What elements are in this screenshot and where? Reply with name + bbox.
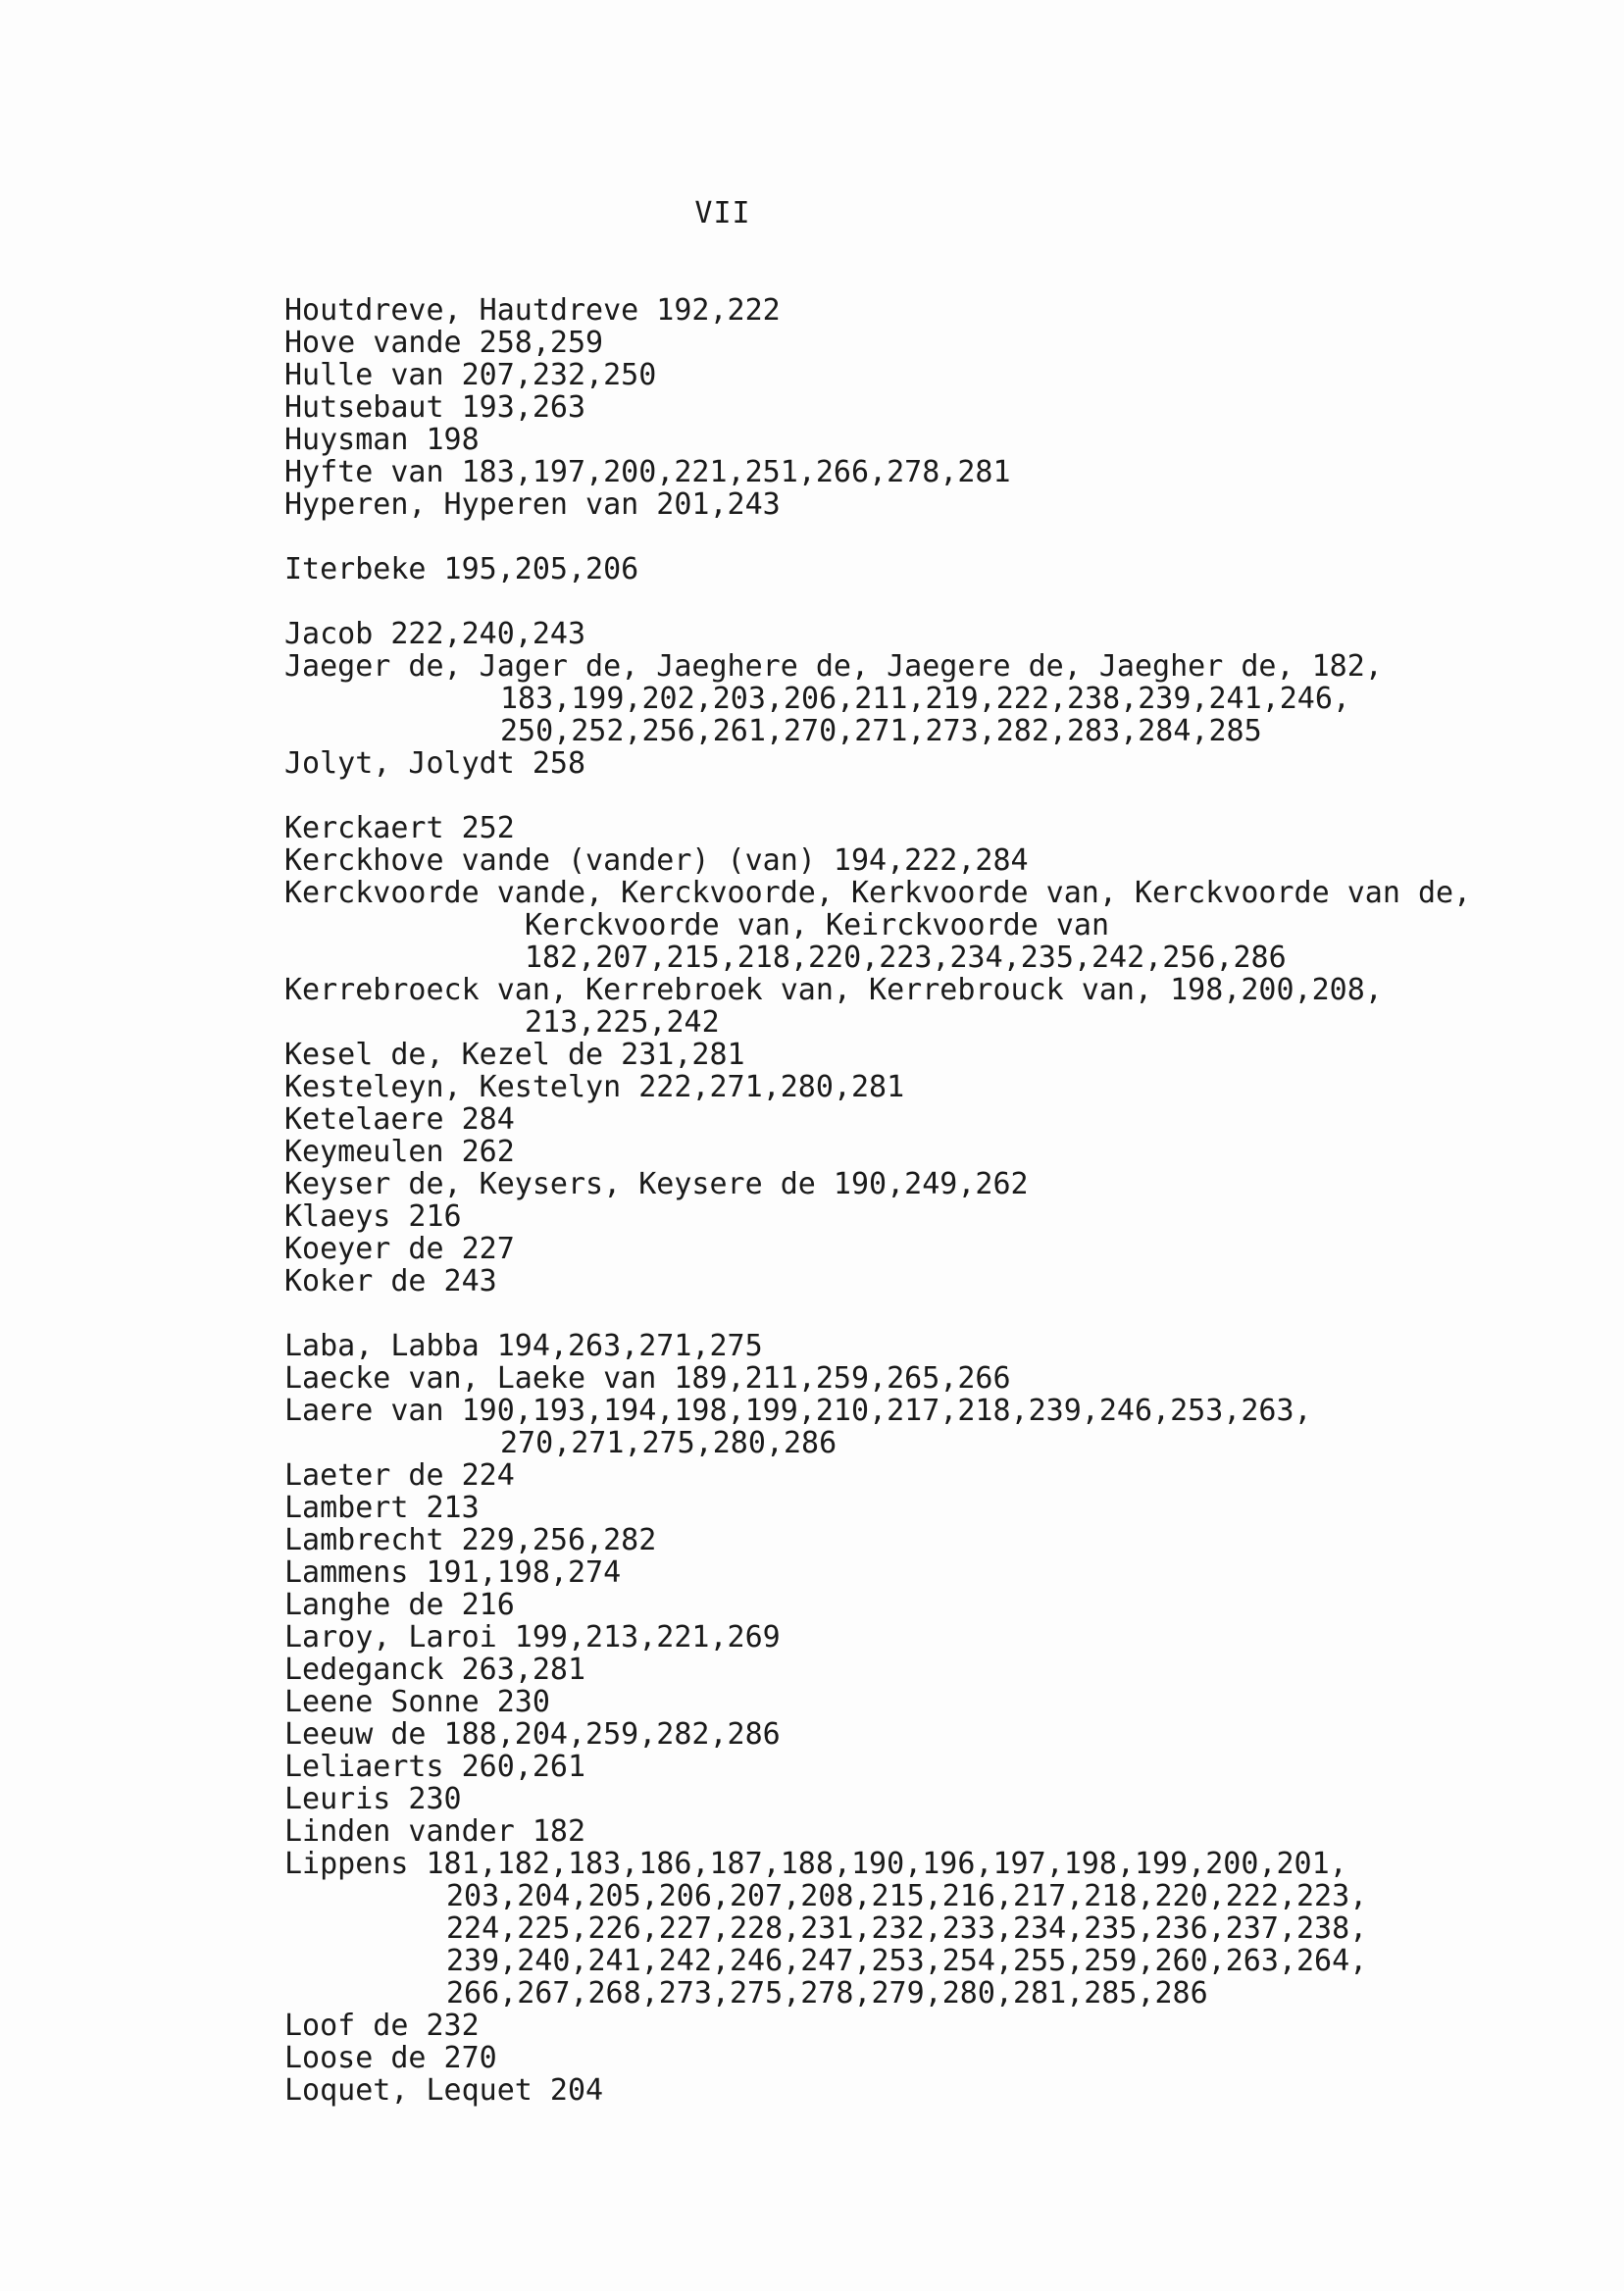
index-entry-line: Houtdreve, Hautdreve 192,222 [284,293,781,328]
index-entry [284,1718,1599,1751]
index-entry-line: Kerrebroeck van, Kerrebroek van, Kerrebrouck van, 198,200,208, [284,973,1383,1007]
index-entry [284,1654,1599,1686]
index-entry [284,844,1599,877]
index-entry [284,1815,1599,1848]
index-entry [284,1039,1599,1071]
index-entry-line: Hyfte van 183,197,200,221,251,266,278,281 [284,455,1011,489]
index-entry [284,1686,1599,1718]
index-entry-line: Leliaerts 260,261 [284,1750,586,1784]
index-entry-line: Laere van 190,193,194,198,199,210,217,218,239,246,253,263, [284,1394,1312,1428]
index-entry-line: Lambrecht 229,256,282 [284,1523,657,1557]
name-index [284,294,1599,2139]
index-entry-continuation: Kerckvoorde van, Keirckvoorde van [525,908,1110,942]
index-entry-line: Leeuw de 188,204,259,282,286 [284,1717,781,1752]
index-entry [284,553,1599,585]
index-entry-line: Loof de 232 [284,2009,480,2043]
index-entry-line: Hyperen, Hyperen van 201,243 [284,487,781,522]
index-entry-continuation: 224,225,226,227,228,231,232,233,234,235,236,237,238, [446,1911,1368,1946]
index-entry-line: Lippens 181,182,183,186,187,188,190,196,197,198,199,200,201, [284,1847,1347,1881]
index-entry [284,1589,1599,1621]
index-entry-continuation: 203,204,205,206,207,208,215,216,217,218,220,222,223, [446,1879,1368,1913]
index-entry [284,1783,1599,1815]
index-entry [284,1136,1599,1168]
index-entry-continuation: 266,267,268,273,275,278,279,280,281,285,286 [446,1976,1208,2011]
index-entry [284,1330,1599,1362]
index-entry [284,618,1599,650]
index-letter-group [284,553,1599,585]
index-entry [284,1492,1599,1524]
index-entry-line: Kesteleyn, Kestelyn 222,271,280,281 [284,1070,905,1104]
index-entry [284,424,1599,456]
index-entry [284,1395,1599,1459]
index-entry-line: Jacob 222,240,243 [284,617,586,651]
index-entry [284,391,1599,424]
index-entry-line: Leuris 230 [284,1782,462,1816]
index-entry-line: Lammens 191,198,274 [284,1555,622,1590]
index-entry-line: Ledeganck 263,281 [284,1653,586,1687]
index-entry-line: Keyser de, Keysers, Keysere de 190,249,262 [284,1167,1029,1201]
index-entry [284,1556,1599,1589]
index-entry [284,1621,1599,1654]
index-letter-group [284,618,1599,780]
index-entry-line: Kerckvoorde vande, Kerckvoorde, Kerkvoorde van, Kerckvoorde van de, [284,876,1472,910]
index-entry [284,2074,1599,2107]
index-entry-line: Laecke van, Laeke van 189,211,259,265,266 [284,1361,1011,1396]
index-entry-line: Klaeys 216 [284,1199,462,1234]
index-entry [284,1168,1599,1200]
index-entry-line: Kesel de, Kezel de 231,281 [284,1038,745,1072]
index-entry [284,359,1599,391]
index-entry [284,1200,1599,1233]
index-entry [284,1233,1599,1265]
index-entry [284,877,1599,974]
index-entry-line: Huysman 198 [284,423,480,457]
index-entry-continuation: 270,271,275,280,286 [500,1426,837,1460]
index-entry-line: Laroy, Laroi 199,213,221,269 [284,1620,781,1655]
index-entry [284,747,1599,780]
index-entry-line: Hove vande 258,259 [284,326,604,360]
index-entry-line: Koker de 243 [284,1264,497,1298]
index-entry-line: Keymeulen 262 [284,1135,515,1169]
index-entry [284,456,1599,488]
page-number: VII [694,196,751,230]
index-entry-continuation: 183,199,202,203,206,211,219,222,238,239,241,246, [500,682,1350,716]
index-entry-line: Koeyer de 227 [284,1232,515,1266]
index-entry-continuation: 239,240,241,242,246,247,253,254,255,259,260,263,264, [446,1944,1368,1978]
index-entry-line: Laeter de 224 [284,1458,515,1493]
index-entry [284,1103,1599,1136]
index-entry-line: Leene Sonne 230 [284,1685,550,1719]
index-entry-line: Langhe de 216 [284,1588,515,1622]
index-letter-group [284,294,1599,521]
index-entry-line: Iterbeke 195,205,206 [284,552,639,586]
index-entry [284,1524,1599,1556]
index-entry [284,1459,1599,1492]
index-entry [284,488,1599,521]
index-entry-line: Lambert 213 [284,1491,480,1525]
index-entry-line: Loose de 270 [284,2041,497,2075]
index-entry [284,974,1599,1039]
index-entry [284,1265,1599,1298]
index-entry-line: Linden vander 182 [284,1814,586,1849]
index-letter-group [284,812,1599,1298]
index-entry-line: Jaeger de, Jager de, Jaeghere de, Jaegere de, Jaegher de, 182, [284,649,1383,684]
index-entry-line: Hutsebaut 193,263 [284,390,586,425]
index-entry-continuation: 213,225,242 [525,1005,720,1040]
index-entry-line: Ketelaere 284 [284,1102,515,1137]
index-entry [284,1362,1599,1395]
index-entry-line: Jolyt, Jolydt 258 [284,746,586,781]
index-entry-continuation: 182,207,215,218,220,223,234,235,242,256,286 [525,941,1287,975]
index-entry-line: Kerckaert 252 [284,811,515,845]
index-entry [284,1071,1599,1103]
index-entry [284,294,1599,327]
index-entry [284,2042,1599,2074]
index-entry [284,327,1599,359]
index-entry-line: Kerckhove vande (vander) (van) 194,222,284 [284,843,1029,878]
index-entry [284,1751,1599,1783]
index-entry-continuation: 250,252,256,261,270,271,273,282,283,284,285 [500,714,1262,748]
index-entry-line: Hulle van 207,232,250 [284,358,657,392]
index-entry [284,650,1599,747]
index-entry-line: Laba, Labba 194,263,271,275 [284,1329,763,1363]
index-entry [284,1848,1599,2010]
index-entry-line: Loquet, Lequet 204 [284,2073,604,2108]
index-letter-group [284,1330,1599,2107]
index-entry [284,2010,1599,2042]
index-entry [284,812,1599,844]
